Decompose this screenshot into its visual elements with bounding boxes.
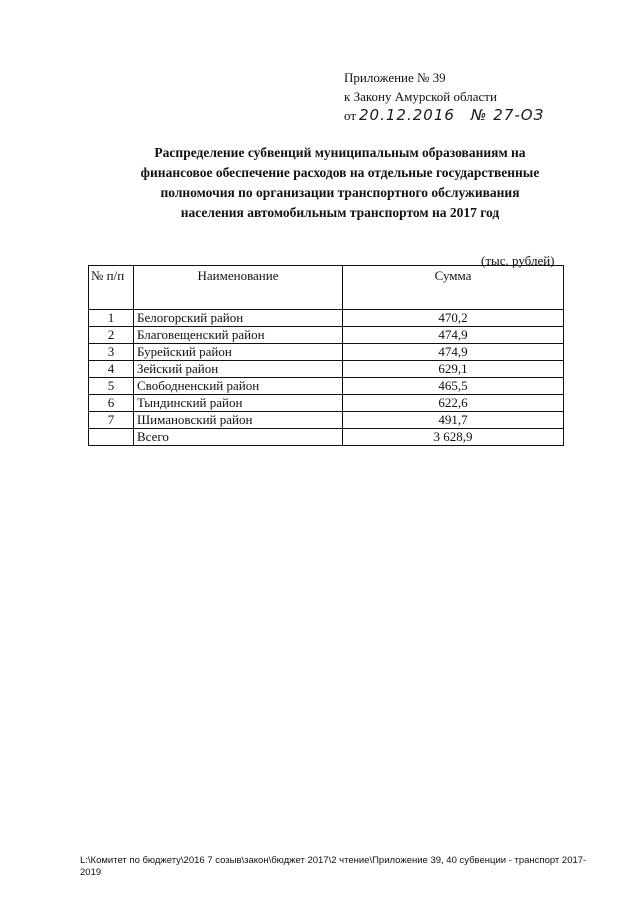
header-number: № п/п [89, 266, 134, 310]
total-number-cell [89, 429, 134, 446]
row-sum: 474,9 [343, 327, 564, 344]
date-prefix: от [344, 108, 357, 123]
row-number: 5 [89, 378, 134, 395]
row-name: Свободненский район [134, 378, 343, 395]
header-sum: Сумма [343, 266, 564, 310]
table-row [89, 395, 564, 412]
title-line: Распределение субвенций муниципальным образованиям на [154, 145, 526, 160]
handwritten-date: 20.12.2016 [359, 106, 455, 124]
table-header-row [89, 266, 564, 310]
table-row [89, 344, 564, 361]
row-number: 2 [89, 327, 134, 344]
row-name: Благовещенский район [134, 327, 343, 344]
table-total-row [89, 429, 564, 446]
subvention-table [88, 265, 564, 446]
row-number: 4 [89, 361, 134, 378]
appendix-number: Приложение № 39 [344, 70, 446, 85]
table-row [89, 327, 564, 344]
title-line: полномочия по организации транспортного обслуживания [160, 185, 520, 200]
row-sum: 465,5 [343, 378, 564, 395]
table-row [89, 361, 564, 378]
total-label: Всего [134, 429, 343, 446]
appendix-header [344, 68, 544, 125]
row-sum: 491,7 [343, 412, 564, 429]
handwritten-law-number: № 27-ОЗ [470, 106, 545, 124]
document-title [100, 143, 580, 223]
row-name: Зейский район [134, 361, 343, 378]
row-name: Белогорский район [134, 310, 343, 327]
row-sum: 474,9 [343, 344, 564, 361]
row-sum: 629,1 [343, 361, 564, 378]
table-row [89, 378, 564, 395]
file-path-footer: L:\Комитет по бюджету\2016 7 созыв\закон\бюджет 2017\2 чтение\Приложение 39, 40 субвенции - транспорт 2017-2019 [80, 855, 587, 878]
appendix-date-line [344, 106, 544, 125]
row-name: Шимановский район [134, 412, 343, 429]
row-name: Бурейский район [134, 344, 343, 361]
header-name: Наименование [134, 266, 343, 310]
row-number: 1 [89, 310, 134, 327]
row-sum: 470,2 [343, 310, 564, 327]
row-number: 7 [89, 412, 134, 429]
row-name: Тындинский район [134, 395, 343, 412]
row-sum: 622,6 [343, 395, 564, 412]
table-row [89, 412, 564, 429]
total-sum: 3 628,9 [343, 429, 564, 446]
row-number: 6 [89, 395, 134, 412]
table-row [89, 310, 564, 327]
title-line: финансовое обеспечение расходов на отдельные государственные [140, 165, 540, 180]
title-line: населения автомобильным транспортом на 2017 год [180, 205, 500, 220]
row-number: 3 [89, 344, 134, 361]
units-label: (тыс. рублей) [481, 253, 555, 268]
appendix-law-reference: к Закону Амурской области [344, 89, 497, 104]
